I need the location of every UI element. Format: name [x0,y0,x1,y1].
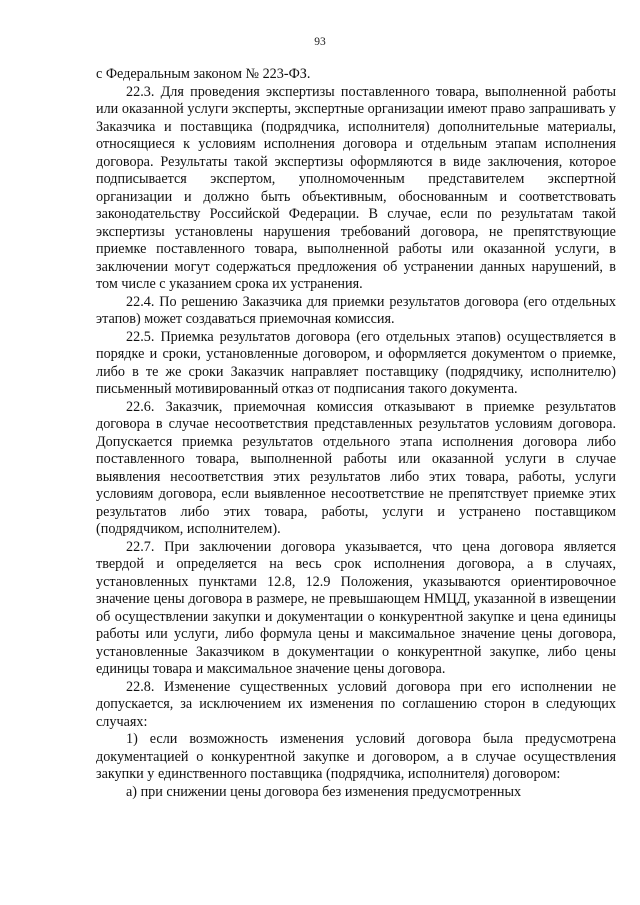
body-text [96,66,616,801]
paragraph-22-3: 22.3. Для проведения экспертизы поставленного товара, выполненной работы или оказанной услуги эксперты, экспертные организации имеют право запрашивать у Заказчика и поставщика (подрядчика, исполнителя) дополнительные материалы, относящиеся к условиям исполнения договора и отдельным этапам исполнения договора. Результаты такой экспертизы оформляются в виде заключения, которое подписывается экспертом, уполномоченным представителем экспертной организации и должно быть объективным, обоснованным и соответствовать законодательству Российской Федерации. В случае, если по результатам такой экспертизы установлены нарушения требований договора, не препятствующие приемке поставленного товара, выполненной работы или оказанной услуги, в заключении могут содержаться предложения об устранении данных нарушений, в том числе с указанием срока их устранения. [96,83,616,292]
paragraph-22-7: 22.7. При заключении договора указывается, что цена договора является твердой и определяется на весь срок исполнения договора, а в случаях, установленных пунктами 12.8, 12.9 Положения, указываются ориентировочное значение цены договора в размере, не превышающем НМЦД, указанной в извещении об осуществлении закупки и документации о конкурентной закупке и цена единицы работы или услуги, либо формула цены и максимальное значение цены договора, установленные Заказчиком в документации о конкурентной закупке, либо цены единицы товара и максимальное значение цены договора. [96,538,616,677]
paragraph-continuation: с Федеральным законом № 223-ФЗ. [96,66,311,82]
paragraph-22-5: 22.5. Приемка результатов договора (его отдельных этапов) осуществляется в порядке и сроки, установленные договором, и оформляется документом о приемке, либо в те же сроки Заказчик направляет поставщику (подрядчику, исполнителю) письменный мотивированный отказ от подписания такого документа. [96,328,616,397]
paragraph-22-6: 22.6. Заказчик, приемочная комиссия отказывают в приемке результатов договора в случае несоответствия представленных результатов условиям договора. Допускается приемка результатов отдельного этапа исполнения договора либо поставленного товара, выполненной работы или оказанной услуги в случае выявления несоответствия этих результатов либо этих товара, работы, услуги условиям договора, если выявленное несоответствие не препятствует приемке этих результатов либо этих товара, работы, услуги и устранено поставщиком (подрядчиком, исполнителем). [96,398,616,537]
paragraph-22-4: 22.4. По решению Заказчика для приемки результатов договора (его отдельных этапов) может создаваться приемочная комиссия. [96,293,616,327]
paragraph-22-8: 22.8. Изменение существенных условий договора при его исполнении не допускается, за исключением их изменения по соглашению сторон в следующих случаях: [96,678,616,730]
page-number: 93 [314,36,326,48]
list-item-a: а) при снижении цены договора без изменения предусмотренных [126,783,522,800]
list-item-1: 1) если возможность изменения условий договора была предусмотрена документацией о конкурентной закупке и договором, а в случае осуществления закупки у единственного поставщика (подрядчика, исполнителя) договором: [96,731,616,782]
